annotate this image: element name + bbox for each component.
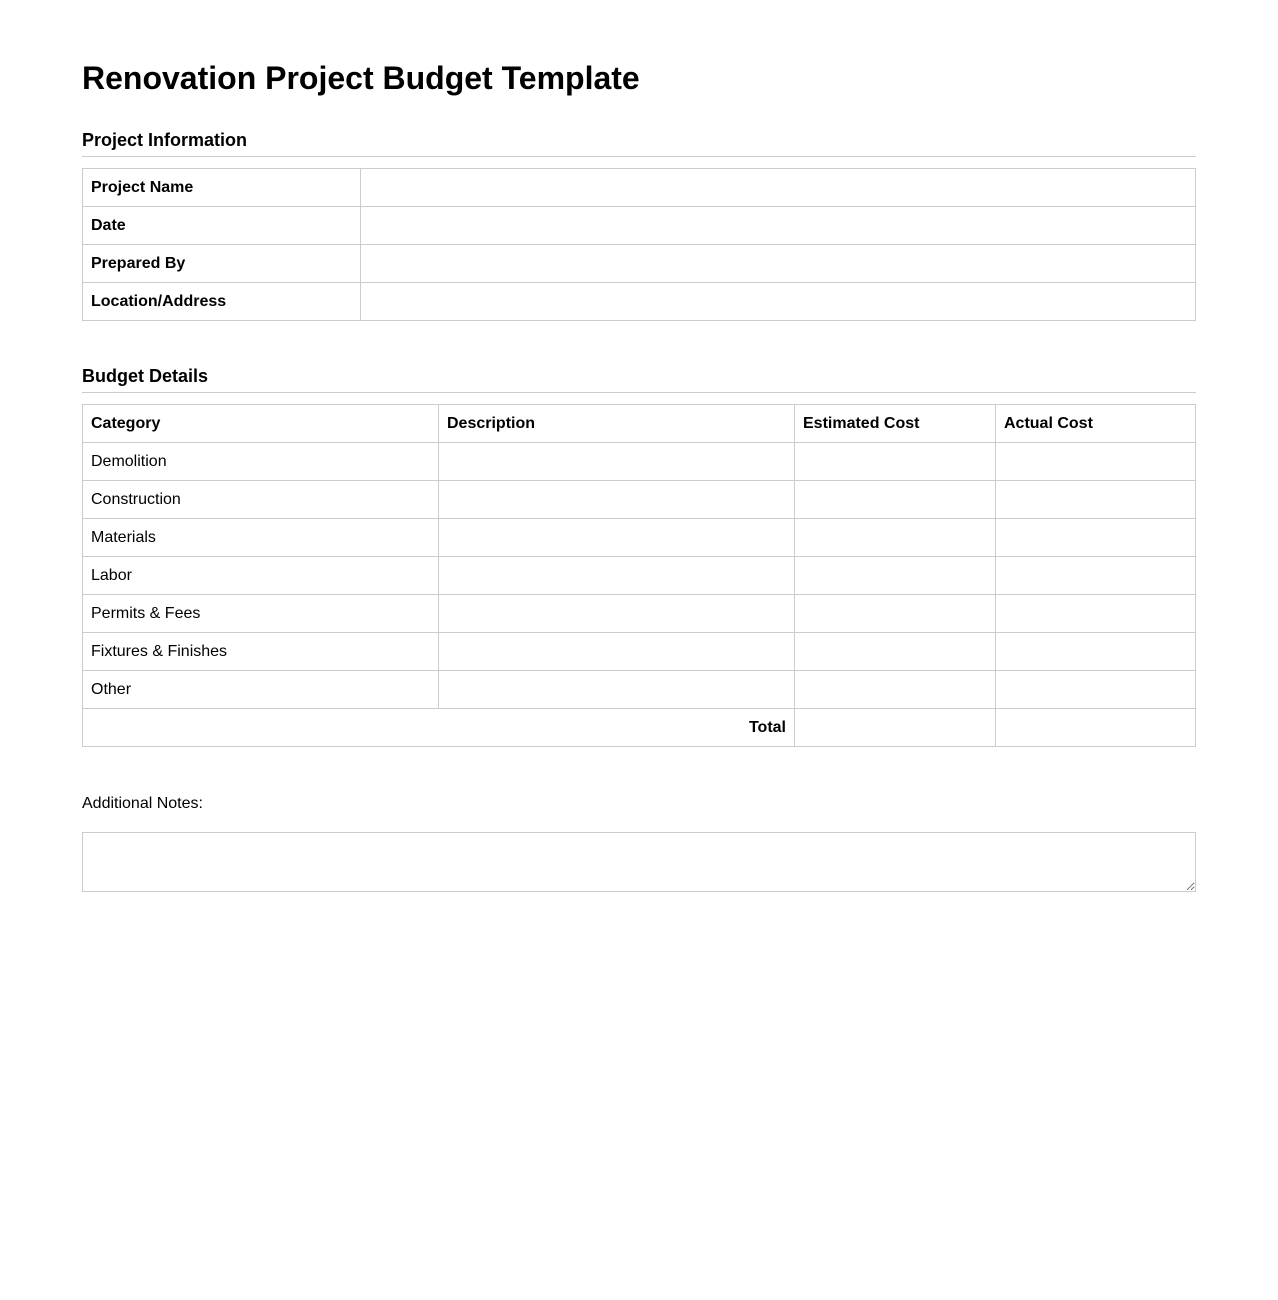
- project-info-table: [82, 168, 1196, 321]
- table-header-row: [83, 405, 1196, 443]
- table-row: [83, 443, 1196, 481]
- category-cell: Materials: [83, 519, 439, 557]
- total-row: [83, 709, 1196, 747]
- column-header-estimated-cost: Estimated Cost: [795, 405, 996, 443]
- table-row: [83, 557, 1196, 595]
- column-header-description: Description: [439, 405, 795, 443]
- description-cell[interactable]: [439, 671, 795, 709]
- table-row: [83, 207, 1196, 245]
- column-header-actual-cost: Actual Cost: [996, 405, 1196, 443]
- category-cell: Fixtures & Finishes: [83, 633, 439, 671]
- category-cell: Demolition: [83, 443, 439, 481]
- category-cell: Permits & Fees: [83, 595, 439, 633]
- location-field[interactable]: [361, 283, 1196, 321]
- estimated-cost-cell[interactable]: [795, 443, 996, 481]
- category-cell: Other: [83, 671, 439, 709]
- description-cell[interactable]: [439, 443, 795, 481]
- estimated-cost-cell[interactable]: [795, 557, 996, 595]
- table-row: [83, 481, 1196, 519]
- table-row: [83, 283, 1196, 321]
- estimated-cost-cell[interactable]: [795, 519, 996, 557]
- prepared-by-label: Prepared By: [83, 245, 361, 283]
- actual-cost-cell[interactable]: [996, 443, 1196, 481]
- project-info-heading: Project Information: [82, 129, 1196, 157]
- additional-notes-textarea[interactable]: [82, 832, 1196, 892]
- description-cell[interactable]: [439, 519, 795, 557]
- description-cell[interactable]: [439, 595, 795, 633]
- column-header-category: Category: [83, 405, 439, 443]
- location-label: Location/Address: [83, 283, 361, 321]
- actual-cost-cell[interactable]: [996, 481, 1196, 519]
- project-name-label: Project Name: [83, 169, 361, 207]
- estimated-cost-cell[interactable]: [795, 671, 996, 709]
- table-row: [83, 671, 1196, 709]
- estimated-cost-cell[interactable]: [795, 595, 996, 633]
- actual-cost-cell[interactable]: [996, 557, 1196, 595]
- budget-table: [82, 404, 1196, 747]
- budget-details-heading: Budget Details: [82, 365, 1196, 393]
- table-row: [83, 169, 1196, 207]
- table-row: [83, 595, 1196, 633]
- actual-cost-cell[interactable]: [996, 633, 1196, 671]
- actual-cost-cell[interactable]: [996, 671, 1196, 709]
- additional-notes-label: Additional Notes:: [82, 795, 203, 812]
- category-cell: Labor: [83, 557, 439, 595]
- total-estimated-cell[interactable]: [795, 709, 996, 747]
- date-label: Date: [83, 207, 361, 245]
- description-cell[interactable]: [439, 481, 795, 519]
- project-name-field[interactable]: [361, 169, 1196, 207]
- actual-cost-cell[interactable]: [996, 595, 1196, 633]
- total-label: Total: [83, 709, 795, 747]
- description-cell[interactable]: [439, 633, 795, 671]
- date-field[interactable]: [361, 207, 1196, 245]
- actual-cost-cell[interactable]: [996, 519, 1196, 557]
- category-cell: Construction: [83, 481, 439, 519]
- estimated-cost-cell[interactable]: [795, 633, 996, 671]
- description-cell[interactable]: [439, 557, 795, 595]
- table-row: [83, 245, 1196, 283]
- prepared-by-field[interactable]: [361, 245, 1196, 283]
- table-row: [83, 519, 1196, 557]
- estimated-cost-cell[interactable]: [795, 481, 996, 519]
- total-actual-cell[interactable]: [996, 709, 1196, 747]
- page-title: Renovation Project Budget Template: [82, 60, 640, 96]
- table-row: [83, 633, 1196, 671]
